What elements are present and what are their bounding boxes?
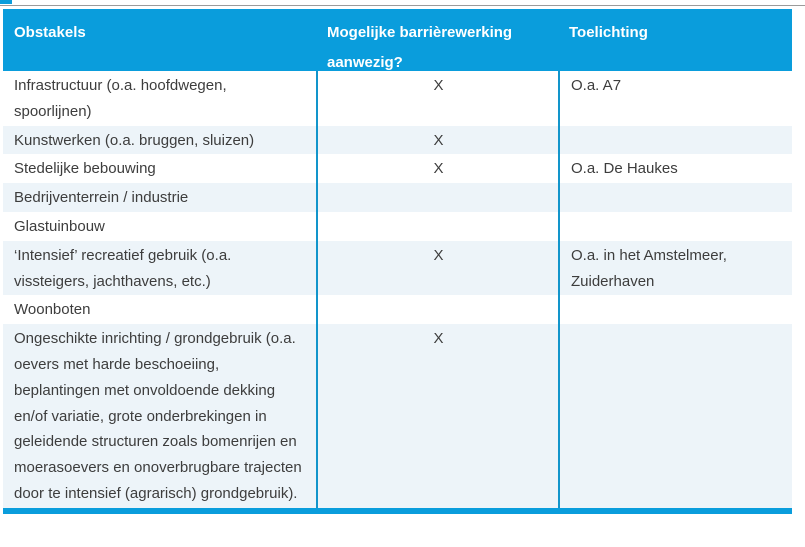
obstakels-table <box>3 9 792 514</box>
barriere-cell: X <box>316 126 558 155</box>
barriere-cell <box>316 295 558 324</box>
top-edge-artifact <box>0 0 12 4</box>
obstakel-cell: Kunstwerken (o.a. bruggen, sluizen) <box>14 131 255 149</box>
barriere-cell: X <box>316 324 558 508</box>
column-header-toelichting: Toelichting <box>569 24 648 41</box>
obstakel-cell: ‘Intensief’ recreatief gebruik (o.a. vissteigers, jachthavens, etc.) <box>14 246 232 290</box>
table-row-ongeschikte-inrichting <box>3 324 792 508</box>
table-row-stedelijke-bebouwing <box>3 154 792 183</box>
column-header-obstakels: Obstakels <box>14 24 86 41</box>
barriere-cell: X <box>316 71 558 126</box>
table-row-recreatief-gebruik <box>3 241 792 296</box>
barriere-cell <box>316 183 558 212</box>
top-hairline <box>0 5 805 6</box>
toelichting-cell: O.a. De Haukes <box>558 154 792 183</box>
table-header-row <box>3 9 792 71</box>
table-row-infrastructuur <box>3 71 792 126</box>
toelichting-cell <box>558 295 792 324</box>
barriere-cell: X <box>316 154 558 183</box>
obstakel-cell: Bedrijventerrein / industrie <box>14 189 189 207</box>
obstakel-cell: Infrastructuur (o.a. hoofdwegen, spoorlijnen) <box>14 77 227 120</box>
table-row-glastuinbouw <box>3 212 792 241</box>
obstakel-cell: Woonboten <box>14 301 91 319</box>
toelichting-cell <box>558 183 792 212</box>
toelichting-cell <box>558 324 792 508</box>
barriere-cell: X <box>316 241 558 296</box>
toelichting-cell <box>558 212 792 241</box>
barriere-cell <box>316 212 558 241</box>
obstakel-cell: Ongeschikte inrichting / grondgebruik (o.a. oevers met harde beschoeiing, beplantingen met onvoldoende dekking en/of variatie, grote onderbrekingen in geleidende structuren zoals bomenrijen en moerasoevers en onoverbrugbare trajecten door te intensief (agrarisch) grondgebruik). <box>14 330 302 502</box>
table-row-kunstwerken <box>3 126 792 155</box>
table-row-bedrijventerrein <box>3 183 792 212</box>
toelichting-cell: O.a. A7 <box>558 71 792 126</box>
obstakel-cell: Glastuinbouw <box>14 217 105 235</box>
table-row-woonboten <box>3 295 792 324</box>
table-bottom-border <box>3 508 792 514</box>
toelichting-cell <box>558 126 792 155</box>
obstakel-cell: Stedelijke bebouwing <box>14 160 156 178</box>
toelichting-cell: O.a. in het Amstelmeer, Zuiderhaven <box>558 241 792 296</box>
column-header-barrierewerking: Mogelijke barrièrewerking aanwezig? <box>327 24 513 71</box>
